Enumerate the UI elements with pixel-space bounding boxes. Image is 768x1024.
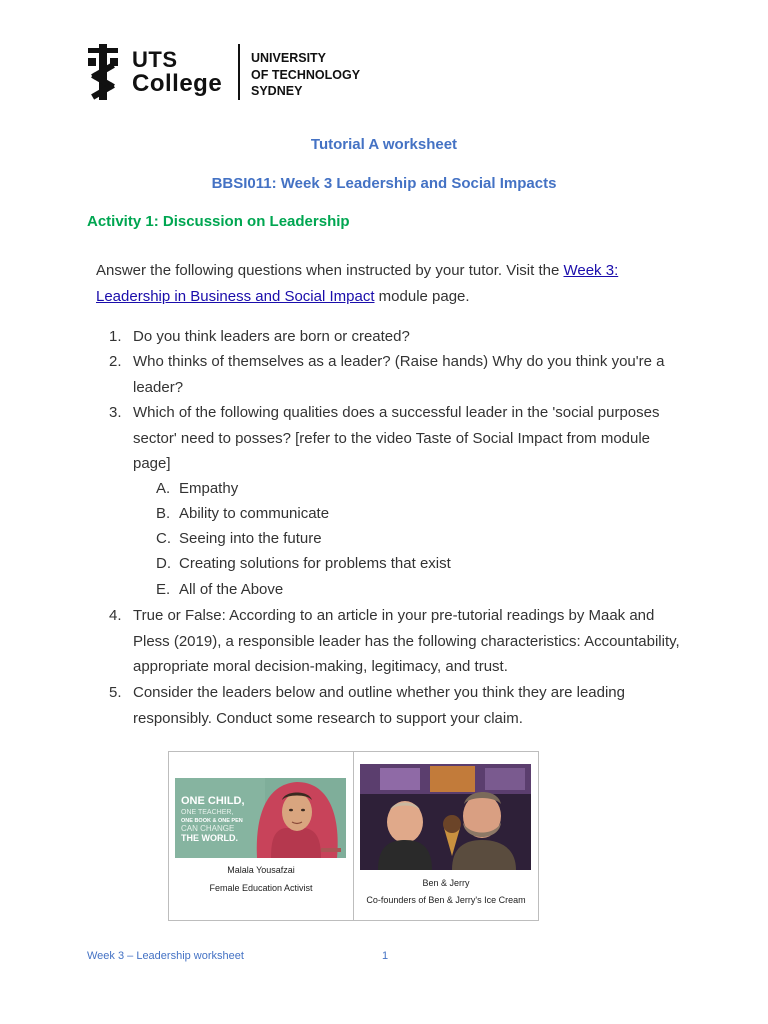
option-text: Ability to communicate <box>179 505 330 522</box>
ben-jerry-caption-name: Ben & Jerry <box>422 878 470 888</box>
question-number: 2. <box>109 353 122 370</box>
intro-paragraph <box>96 258 696 309</box>
option-letter: D. <box>156 555 171 572</box>
option-text: Empathy <box>179 480 239 497</box>
question-number: 5. <box>109 684 122 701</box>
poster-line4: CAN CHANGE <box>181 824 235 833</box>
malala-photo <box>175 778 346 858</box>
ben-jerry-photo <box>360 764 531 870</box>
question-item <box>109 603 689 680</box>
footer-page-number: 1 <box>382 950 389 962</box>
module-page-link[interactable]: Week 3: Leadership in Business and Social Impact <box>96 262 619 305</box>
document-title: Tutorial A worksheet <box>310 136 458 153</box>
university-line2: OF TECHNOLOGY <box>251 67 361 82</box>
question-text: Do you think leaders are born or created? <box>133 328 410 345</box>
uts-college-logo <box>88 42 388 102</box>
footer-title: Week 3 – Leadership worksheet <box>87 950 244 962</box>
leaders-image-table <box>168 751 539 921</box>
ben-jerry-caption-role: Co-founders of Ben & Jerry's Ice Cream <box>366 895 526 905</box>
question-text: Which of the following qualities does a successful leader in the 'social purposes sector' need to posses? [refer to the video Taste of Social Impact from module page] <box>133 404 660 472</box>
logo-brand-line2: College <box>132 70 223 97</box>
option-letter: C. <box>156 530 171 547</box>
question-item <box>109 349 689 401</box>
malala-cell <box>169 752 354 920</box>
uts-logo-mark-icon <box>88 44 118 100</box>
question-number: 4. <box>109 607 122 624</box>
intro-text-before: Answer the following questions when instructed by your tutor. Visit the <box>96 262 564 279</box>
option-text: All of the Above <box>179 581 284 598</box>
question-text: Consider the leaders below and outline whether you think they are leading responsibly. Conduct some research to support your claim. <box>133 684 625 727</box>
malala-caption-name: Malala Yousafzai <box>227 865 295 875</box>
poster-line5: THE WORLD. <box>181 833 238 843</box>
logo-brand-line1: UTS <box>132 47 178 72</box>
logo-divider <box>238 44 240 100</box>
ben-jerry-cell <box>354 752 538 920</box>
option-letter: A. <box>156 480 171 497</box>
activity-heading: Activity 1: Discussion on Leadership <box>87 213 350 230</box>
university-line3: SYDNEY <box>251 84 303 98</box>
option-letter: E. <box>156 581 171 598</box>
poster-line3: ONE BOOK & ONE PEN <box>181 818 243 824</box>
option-letter: B. <box>156 505 171 522</box>
question-item <box>109 680 689 732</box>
question-number: 1. <box>109 328 122 345</box>
option-text: Seeing into the future <box>179 530 322 547</box>
question-text: Who thinks of themselves as a leader? (Raise hands) Why do you think you're a leader? <box>133 353 665 396</box>
malala-caption-role: Female Education Activist <box>209 883 313 893</box>
document-subtitle: BBSI011: Week 3 Leadership and Social Impacts <box>211 175 557 192</box>
intro-text-after: module page. <box>374 287 470 305</box>
question-item <box>109 324 689 350</box>
logo-wordmark <box>132 48 222 96</box>
question-number: 3. <box>109 404 122 421</box>
university-name <box>251 50 360 100</box>
poster-line2: ONE TEACHER, <box>181 809 234 816</box>
question-text: True or False: According to an article in your pre-tutorial readings by Maak and Pless (2019), a responsible leader has the following characteristics: Accountability, appropriate moral decision-making, legitimacy, and trust. <box>133 607 680 675</box>
poster-line1: ONE CHILD, <box>181 795 245 807</box>
university-line1: UNIVERSITY <box>251 51 327 65</box>
option-text: Creating solutions for problems that exist <box>179 555 451 572</box>
question-item <box>109 400 689 477</box>
